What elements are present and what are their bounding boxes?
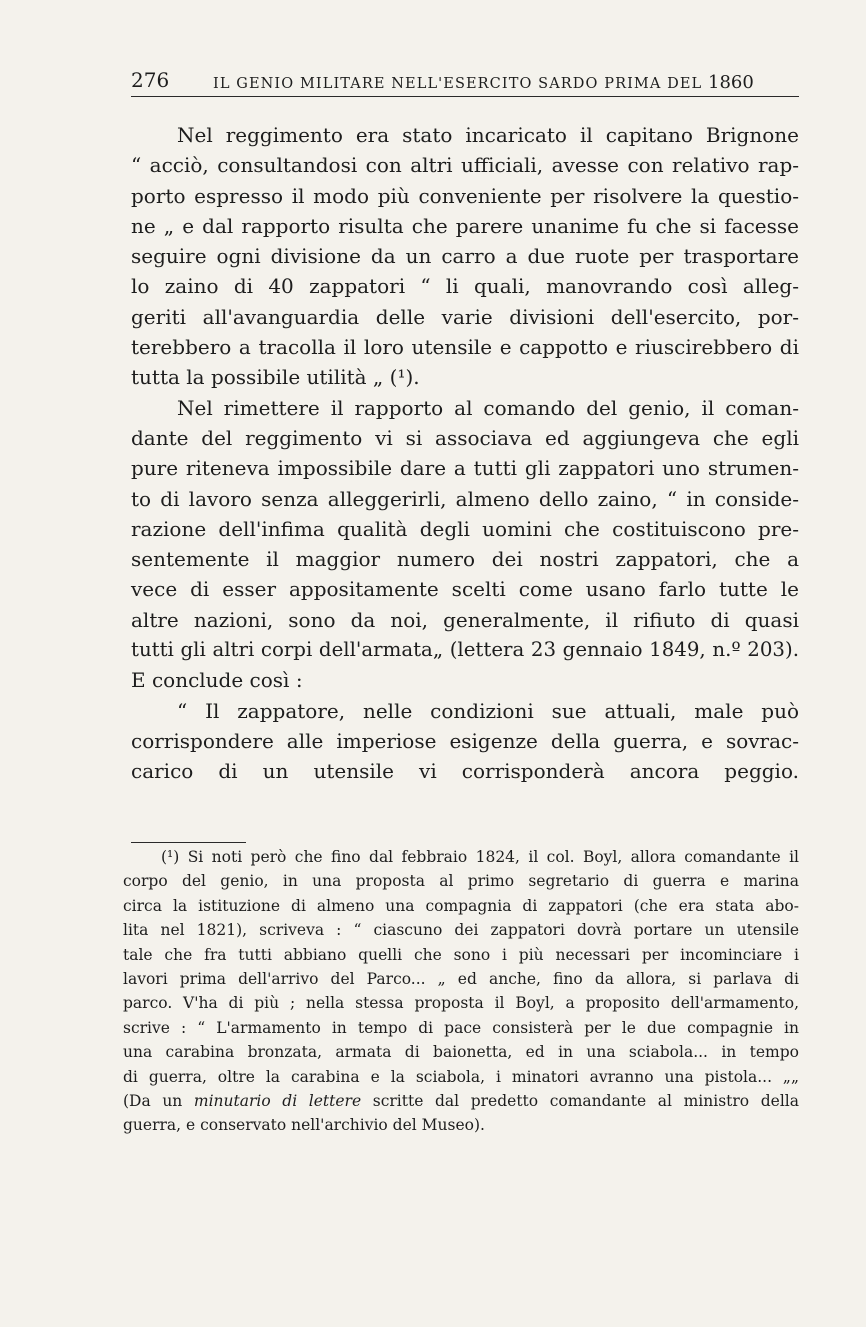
footnote-line: tale che fra tutti abbiano quelli che sono i più necessari per incominciare i — [123, 945, 799, 964]
text-line: Nel reggimento era stato incaricato il capitano Brignone — [177, 123, 799, 147]
text-line: seguire ogni divisione da un carro a due ruote per trasportare — [131, 244, 799, 269]
main-text — [131, 120, 799, 787]
footnote-line: corpo del genio, in una proposta al primo segretario di guerra e marina — [123, 872, 799, 891]
footnote-line: scrive : “ L'armamento in tempo di pace consisterà per le due compagnie in — [123, 1018, 799, 1037]
text-line: tutti gli altri corpi dell'armata„ (lettera 23 gennaio 1849, n.º 203). — [131, 638, 799, 662]
text-line: terebbero a tracolla il loro utensile e cappotto e riuscirebbero di — [131, 335, 799, 360]
running-title — [213, 72, 754, 93]
text-line: porto espresso il modo più conveniente per risolvere la questio- — [131, 183, 799, 208]
text-line: vece di esser appositamente scelti come usano farlo tutte le — [131, 577, 799, 602]
text-line: pure riteneva impossibile dare a tutti gli zappatori uno strumen- — [131, 456, 799, 481]
text-line: “ Il zappatore, nelle condizioni sue attuali, male può — [177, 698, 799, 723]
text-line: altre nazioni, sono da noi, generalmente, il rifiuto di quasi — [131, 607, 799, 632]
footnote-divider — [131, 842, 246, 843]
page-number: 276 — [131, 68, 170, 92]
footnotes — [123, 845, 799, 1138]
footnote-line: di guerra, oltre la carabina e la sciabola, i minatori avranno una pistola... „„ — [123, 1067, 799, 1086]
footnote-italic-title: minutario di lettere — [193, 1091, 362, 1110]
text-line: corrispondere alle imperiose esigenze della guerra, e sovrac- — [131, 728, 799, 753]
text-line: razione dell'infima qualità degli uomini che costituiscono pre- — [131, 516, 799, 541]
text-line: to di lavoro senza alleggerirli, almeno dello zaino, “ in conside- — [131, 486, 799, 511]
footnote-line: (¹) Si noti però che fino dal febbraio 1824, il col. Boyl, allora comandante il — [161, 848, 799, 866]
footnote-line: lavori prima dell'arrivo del Parco... „ ed anche, fino da allora, si parlava di — [123, 969, 799, 988]
text-line: ne „ e dal rapporto risulta che parere unanime fu che si facesse — [131, 213, 799, 238]
text-line: lo zaino di 40 zappatori “ li quali, manovrando così alleg- — [131, 274, 799, 299]
running-title-text: IL GENIO MILITARE NELL'ESERCITO SARDO PRIMA DEL — [213, 76, 703, 92]
footnote-line: guerra, e conservato nell'archivio del Museo). — [123, 1116, 485, 1135]
footnote-line: circa la istituzione di almeno una compagnia di zappatori (che era stata abo- — [123, 896, 799, 915]
text-line: dante del reggimento vi si associava ed aggiungeva che egli — [131, 425, 799, 450]
running-title-year: 1860 — [708, 72, 754, 93]
page-header — [131, 66, 799, 97]
footnote-line: lita nel 1821), scriveva : “ ciascuno dei zappatori dovrà portare un utensile — [123, 921, 799, 940]
footnote-text-before: (Da un — [123, 1091, 183, 1110]
text-line: carico di un utensile vi corrisponderà ancora peggio. — [131, 759, 799, 784]
text-line: tutta la possibile utilità „ (¹). — [131, 365, 420, 390]
footnote-line-italic — [123, 1089, 799, 1113]
text-line: geriti all'avanguardia delle varie divisioni dell'esercito, por- — [131, 304, 799, 329]
text-line: “ acciò, consultandosi con altri ufficiali, avesse con relativo rap- — [131, 153, 799, 178]
footnote-line: una carabina bronzata, armata di baionetta, ed in una sciabola... in tempo — [123, 1043, 799, 1062]
footnote-line: parco. V'ha di più ; nella stessa proposta il Boyl, a proposito dell'armamento, — [123, 994, 799, 1013]
text-line: Nel rimettere il rapporto al comando del genio, il coman- — [177, 395, 799, 420]
footnote-text-after: scritte dal predetto comandante al ministro della — [372, 1091, 799, 1110]
text-line: sentemente il maggior numero dei nostri zappatori, che a — [131, 547, 799, 572]
text-line: E conclude così : — [131, 668, 303, 693]
